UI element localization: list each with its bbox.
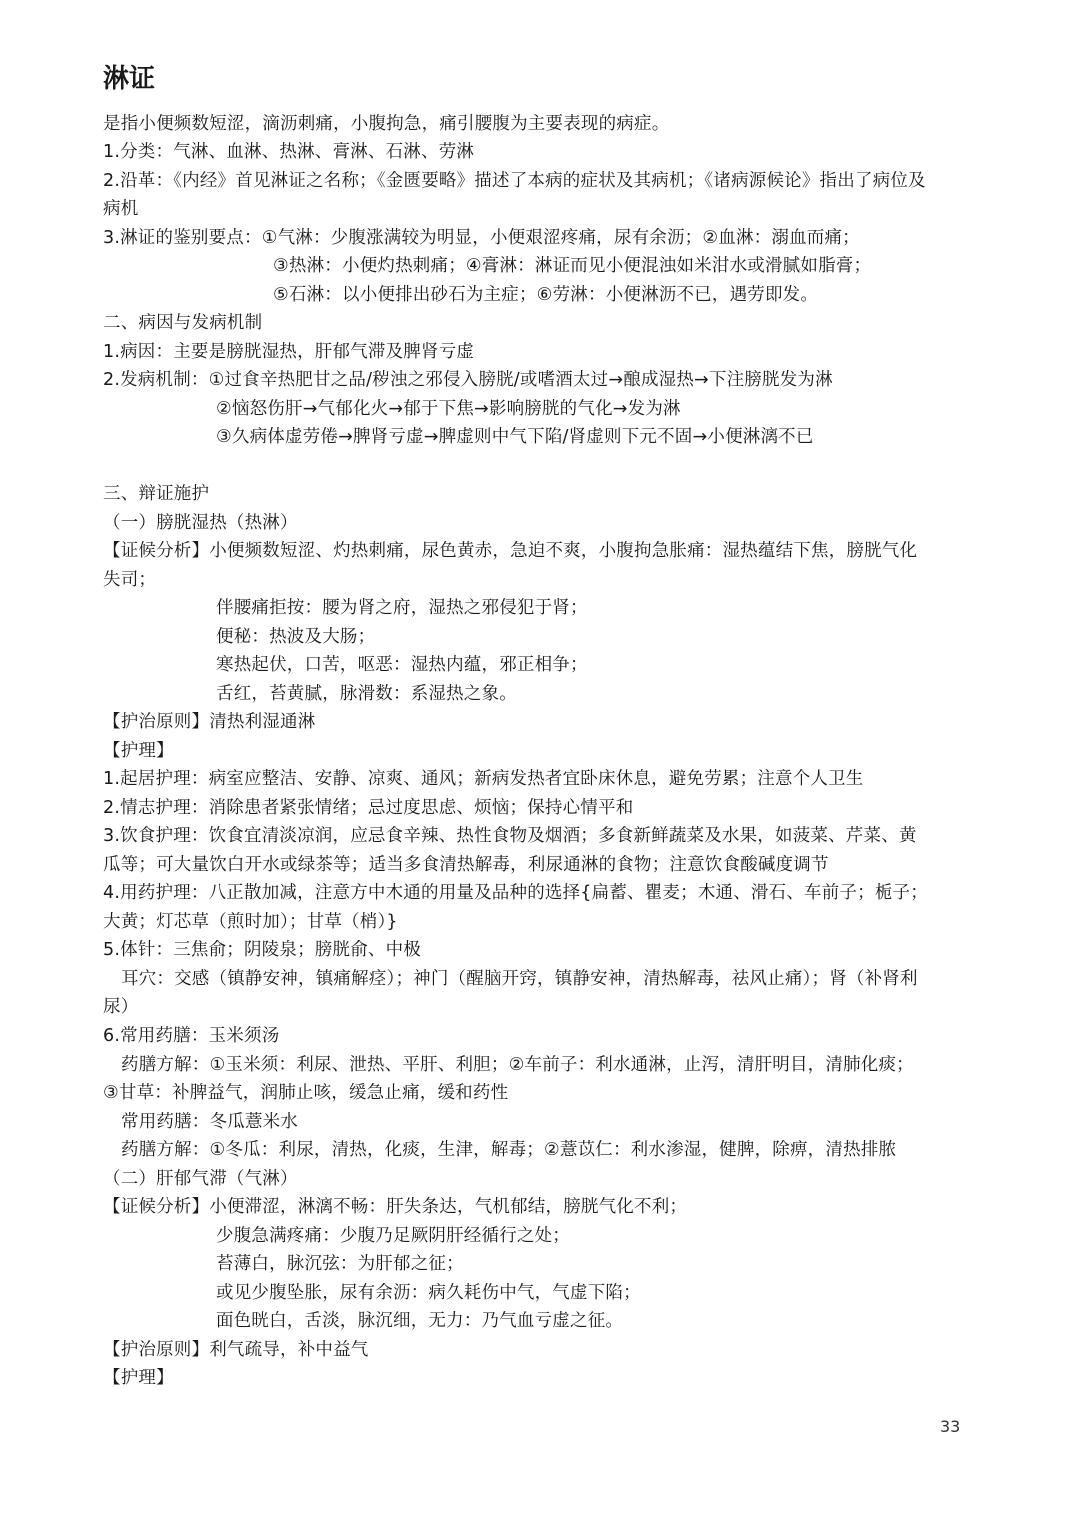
text-line: 伴腰痛拒按：腰为肾之府，湿热之邪侵犯于肾； — [216, 598, 588, 618]
section-heading: 二、病因与发病机制 — [103, 313, 263, 333]
text-line: 2.沿革：《内经》首见淋证之名称；《金匮要略》描述了本病的症状及其病机；《诸病源候论》指出了病位及 — [103, 171, 926, 191]
text-line: ②恼怒伤肝→气郁化火→郁于下焦→影响膀胱的气化→发为淋 — [216, 399, 681, 419]
text-line: 是指小便频数短涩，滴沥刺痛，小腹拘急，痛引腰腹为主要表现的病症。 — [103, 114, 670, 134]
text-line: 1.分类：气淋、血淋、热淋、膏淋、石淋、劳淋 — [103, 142, 475, 162]
text-line: 【护治原则】利气疏导，补中益气 — [103, 1340, 369, 1360]
text-line: 6.常用药膳：玉米须汤 — [103, 1026, 280, 1046]
text-line: 药膳方解：①冬瓜：利尿，清热，化痰，生津，解毒；②薏苡仁：利水渗湿，健脾，除痹，清热排脓 — [121, 1140, 897, 1160]
text-line: 【护理】 — [103, 741, 174, 761]
text-line: 瓜等；可大量饮白开水或绿茶等；适当多食清热解毒，利尿通淋的食物；注意饮食酸碱度调节 — [103, 855, 829, 875]
text-line: 2.情志护理：消除患者紧张情绪；忌过度思虑、烦恼；保持心情平和 — [103, 798, 634, 818]
text-line: 苔薄白，脉沉弦：为肝郁之征； — [216, 1254, 464, 1274]
text-line: 2.发病机制：①过食辛热肥甘之品/秽浊之邪侵入膀胱/或嗜酒太过→酿成湿热→下注膀胱发为淋 — [103, 370, 833, 390]
text-line: 5.体针：三焦俞；阴陵泉；膀胱俞、中极 — [103, 940, 421, 960]
text-line: 常用药膳：冬瓜薏米水 — [121, 1112, 298, 1132]
text-line: ③甘草：补脾益气，润肺止咳，缓急止痛，缓和药性 — [103, 1083, 509, 1103]
text-line: ③热淋：小便灼热刺痛；④膏淋：淋证而见小便混浊如米泔水或滑腻如脂膏； — [273, 256, 872, 276]
text-line: 药膳方解：①玉米须：利尿、泄热、平肝、利胆；②车前子：利水通淋，止泻，清肝明目，清肺化痰； — [121, 1055, 914, 1075]
page-number: 33 — [940, 1417, 961, 1436]
page-title: 淋证 — [103, 64, 156, 94]
text-line: 1.起居护理：病室应整洁、安静、凉爽、通风；新病发热者宜卧床休息，避免劳累；注意个人卫生 — [103, 769, 864, 789]
text-line: 失司； — [103, 570, 157, 590]
text-line: 耳穴：交感（镇静安神，镇痛解痉）；神门（醒脑开窍，镇静安神，清热解毒，祛风止痛）；肾（补肾利 — [121, 969, 918, 989]
text-line: 或见少腹坠胀，尿有余沥：病久耗伤中气，气虚下陷； — [216, 1283, 641, 1303]
text-line: 【护理】 — [103, 1368, 174, 1388]
text-line: 大黄；灯芯草（煎时加）；甘草（梢）} — [103, 912, 398, 932]
text-line: 3.饮食护理：饮食宜清淡凉润，应忌食辛辣、热性食物及烟酒；多食新鲜蔬菜及水果，如菠菜、芹菜、黄 — [103, 826, 917, 846]
text-line: ⑤石淋：以小便排出砂石为主症；⑥劳淋：小便淋沥不已，遇劳即发。 — [273, 285, 819, 305]
text-line: 1.病因：主要是膀胱湿热，肝郁气滞及脾肾亏虚 — [103, 342, 475, 362]
text-line: 【护治原则】清热利湿通淋 — [103, 712, 316, 732]
text-line: 3.淋证的鉴别要点：①气淋：少腹涨满较为明显，小便艰涩疼痛，尿有余沥；②血淋：溺血而痛； — [103, 228, 860, 248]
text-line: 病机 — [103, 199, 139, 219]
text-line: 尿） — [103, 997, 139, 1017]
text-line: 【证候分析】小便滞涩，淋漓不畅：肝失条达，气机郁结，膀胱气化不利； — [103, 1197, 688, 1217]
text-line: 【证候分析】小便频数短涩、灼热刺痛，尿色黄赤，急迫不爽，小腹拘急胀痛：湿热蕴结下焦，膀胱气化 — [103, 541, 918, 561]
section-heading: 三、辩证施护 — [103, 484, 210, 504]
text-line: 面色晄白，舌淡，脉沉细，无力：乃气血亏虚之征。 — [216, 1311, 624, 1331]
text-line: 舌红，苔黄腻，脉滑数：系湿热之象。 — [216, 684, 517, 704]
subsection-heading: （二）肝郁气滞（气淋） — [103, 1169, 298, 1189]
text-line: 便秘：热波及大肠； — [216, 627, 376, 647]
text-line: 少腹急满疼痛：少腹乃足厥阴肝经循行之处； — [216, 1226, 570, 1246]
subsection-heading: （一）膀胱湿热（热淋） — [103, 513, 298, 533]
text-line: 4.用药护理：八正散加减，注意方中木通的用量及品种的选择{扁蓄、瞿麦；木通、滑石、车前子；栀子； — [103, 883, 928, 903]
text-line: ③久病体虚劳倦→脾肾亏虚→脾虚则中气下陷/肾虚则下元不固→小便淋漓不已 — [216, 427, 814, 447]
text-line: 寒热起伏，口苦，呕恶：湿热内蕴，邪正相争； — [216, 655, 588, 675]
